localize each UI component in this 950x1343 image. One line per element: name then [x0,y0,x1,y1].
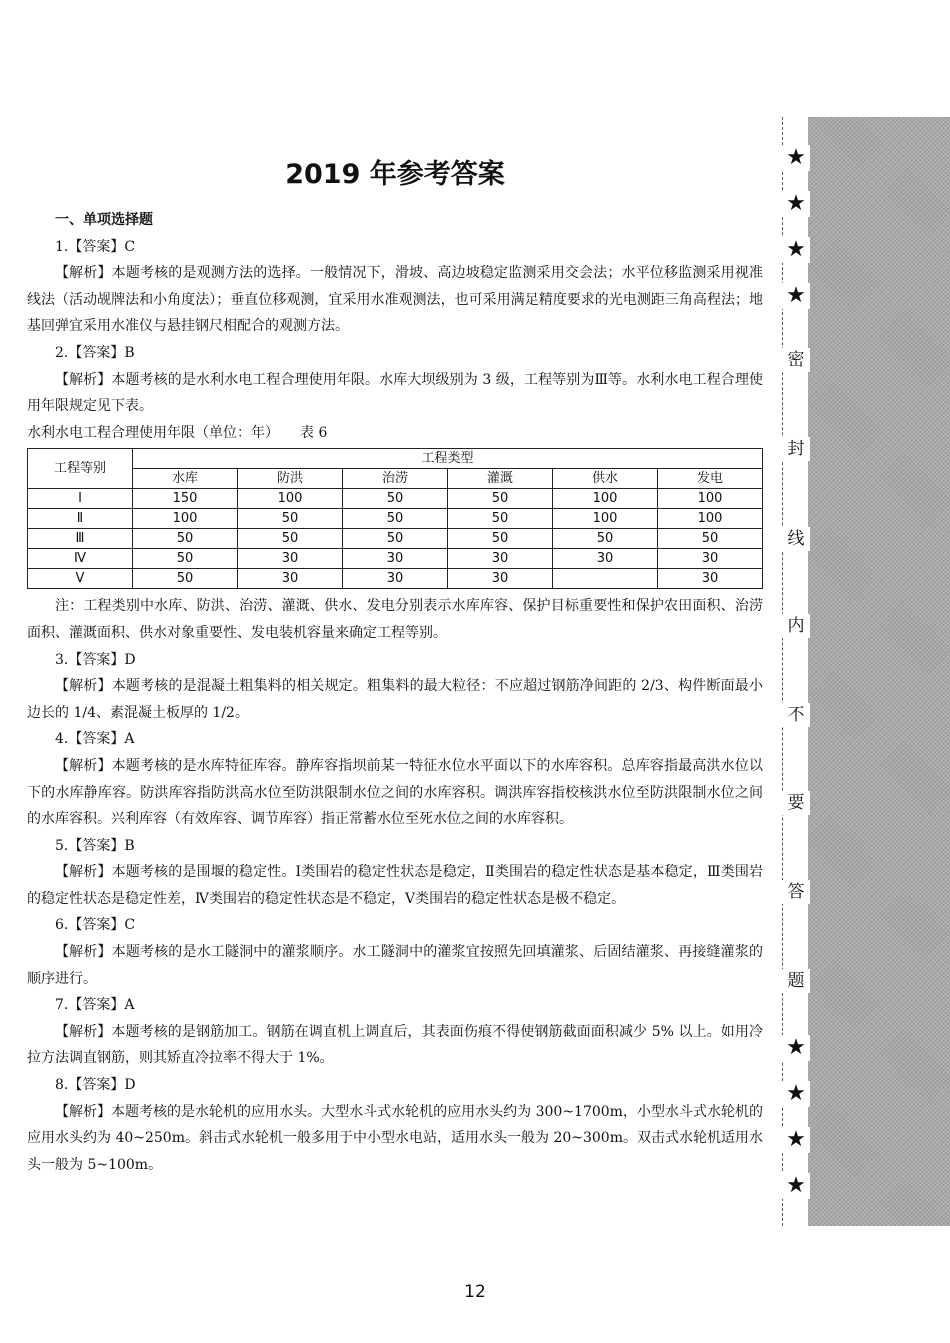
table-cell: 30 [343,569,448,589]
service-life-table [27,448,763,589]
table-header: 水库 [133,469,238,489]
table-cell: 30 [448,569,553,589]
table-header: 治涝 [343,469,448,489]
table-cell: 50 [133,549,238,569]
page-number: 12 [464,1282,486,1302]
star-icon: ★ [782,237,810,263]
analysis-paragraph: 【解析】本题考核的是水利水电工程合理使用年限。水库大坝级别为 3 级，工程等别为Ⅲ等。水利水电工程合理使用年限规定见下表。 [27,371,763,415]
star-icon: ★ [782,191,810,217]
star-icon: ★ [782,1035,810,1061]
table-cell: 50 [448,529,553,549]
table-cell: 50 [238,529,343,549]
star-icon: ★ [782,1173,810,1199]
analysis-paragraph: 【解析】本题考核的是水库特征库容。静库容指坝前某一特征水位水平面以下的水库容积。总库容指最高洪水位以下的水库静库容。防洪库容指防洪高水位至防洪限制水位之间的水库容积。调洪库容指校核洪水位至防洪限制水位之间的水库容积。兴利库容（有效库容、调节库容）指正常蓄水位至死水位之间的水库容积。 [27,757,763,828]
table-cell: Ⅲ [28,529,133,549]
answer-line: 7.【答案】A [55,997,135,1014]
table-cell: 50 [343,489,448,509]
table-cell: 50 [448,489,553,509]
table-header: 供水 [553,469,658,489]
answer-content [27,207,763,1178]
table-caption: 水利水电工程合理使用年限（单位：年） 表 6 [27,424,328,441]
table-cell: 100 [553,489,658,509]
analysis-paragraph: 【解析】本题考核的是钢筋加工。钢筋在调直机上调直后，其表面伤痕不得使钢筋截面面积减少 5% 以上。如用冷拉方法调直钢筋，则其矫直冷拉率不得大于 1%。 [27,1023,763,1067]
table-row [28,489,763,509]
seal-char: 密 [782,348,810,372]
section-heading: 一、单项选择题 [55,212,153,228]
table-cell: Ⅳ [28,549,133,569]
answer-line: 3.【答案】D [55,651,136,668]
table-row [28,569,763,589]
star-icon: ★ [782,145,810,171]
seal-char: 封 [782,437,810,461]
answer-line: 6.【答案】C [55,917,136,934]
table-cell: 50 [133,569,238,589]
star-icon: ★ [782,1081,810,1107]
seal-char: 题 [782,969,810,993]
table-cell: 50 [133,529,238,549]
table-cell [553,569,658,589]
table-header: 工程等别 [28,449,133,489]
table-cell: 100 [553,509,658,529]
table-row [28,549,763,569]
answer-line: 1.【答案】C [55,238,136,255]
table-cell: 100 [658,509,763,529]
seal-char: 不 [782,703,810,727]
table-cell: Ⅴ [28,569,133,589]
binding-margin-strip [808,117,950,1226]
table-cell: 30 [448,549,553,569]
table-cell: 30 [658,549,763,569]
table-note: 注：工程类别中水库、防洪、治涝、灌溉、供水、发电分别表示水库库容、保护目标重要性和保护农田面积、治涝面积、灌溉面积、供水对象重要性、发电装机容量来确定工程等别。 [27,598,763,641]
table-cell: 30 [658,569,763,589]
table-row [28,529,763,549]
answer-line: 4.【答案】A [55,731,135,748]
answer-line: 2.【答案】B [55,344,135,361]
table-cell: 100 [238,489,343,509]
table-cell: 50 [658,529,763,549]
table-cell: 100 [658,489,763,509]
page-title: 2019 年参考答案 [285,159,505,190]
analysis-paragraph: 【解析】本题考核的是混凝土粗集料的相关规定。粗集料的最大粒径：不应超过钢筋净间距的 2/3、构件断面最小边长的 1/4、素混凝土板厚的 1/2。 [27,678,763,721]
analysis-paragraph: 【解析】本题考核的是围堰的稳定性。Ⅰ类围岩的稳定性状态是稳定，Ⅱ类围岩的稳定性状态是基本稳定，Ⅲ类围岩的稳定性状态是稳定性差，Ⅳ类围岩的稳定性状态是不稳定，Ⅴ类围岩的稳定性状态是极不稳定。 [27,864,763,907]
analysis-paragraph: 【解析】本题考核的是水轮机的应用水头。大型水斗式水轮机的应用水头约为 300~1700m，小型水斗式水轮机的应用水头约为 40~250m。斜击式水轮机一般多用于中小型水电站，适用水头一般为 20~300m。双击式水轮机适用水头一般为 5~100m。 [27,1103,763,1173]
table-cell: 30 [553,549,658,569]
star-icon: ★ [782,1127,810,1153]
table-cell: 50 [343,509,448,529]
table-header: 发电 [658,469,763,489]
table-cell: 100 [133,509,238,529]
table-header: 防洪 [238,469,343,489]
table-header: 工程类型 [133,449,763,469]
analysis-paragraph: 【解析】本题考核的是观测方法的选择。一般情况下，滑坡、高边坡稳定监测采用交会法；水平位移监测采用视准线法（活动觇牌法和小角度法）；垂直位移观测，宜采用水准观测法，也可采用满足精度要求的光电测距三角高程法；地基回弹宜采用水准仪与悬挂钢尺相配合的观测方法。 [27,265,763,335]
table-cell: 50 [343,529,448,549]
analysis-paragraph: 【解析】本题考核的是水工隧洞中的灌浆顺序。水工隧洞中的灌浆宜按照先回填灌浆、后固结灌浆、再接缝灌浆的顺序进行。 [27,944,763,987]
seal-char: 要 [782,791,810,815]
table-cell: 50 [553,529,658,549]
answer-line: 5.【答案】B [55,837,135,854]
table-header: 灌溉 [448,469,553,489]
table-cell: Ⅰ [28,489,133,509]
table-cell: 30 [238,549,343,569]
answer-line: 8.【答案】D [55,1077,136,1094]
table-cell: 50 [238,509,343,529]
table-cell: 30 [343,549,448,569]
seal-char: 答 [782,880,810,904]
seal-char: 线 [782,527,810,551]
table-cell: 30 [238,569,343,589]
table-cell: Ⅱ [28,509,133,529]
seal-char: 内 [782,614,810,638]
table-cell: 50 [448,509,553,529]
star-icon: ★ [782,283,810,309]
table-row [28,509,763,529]
table-cell: 150 [133,489,238,509]
